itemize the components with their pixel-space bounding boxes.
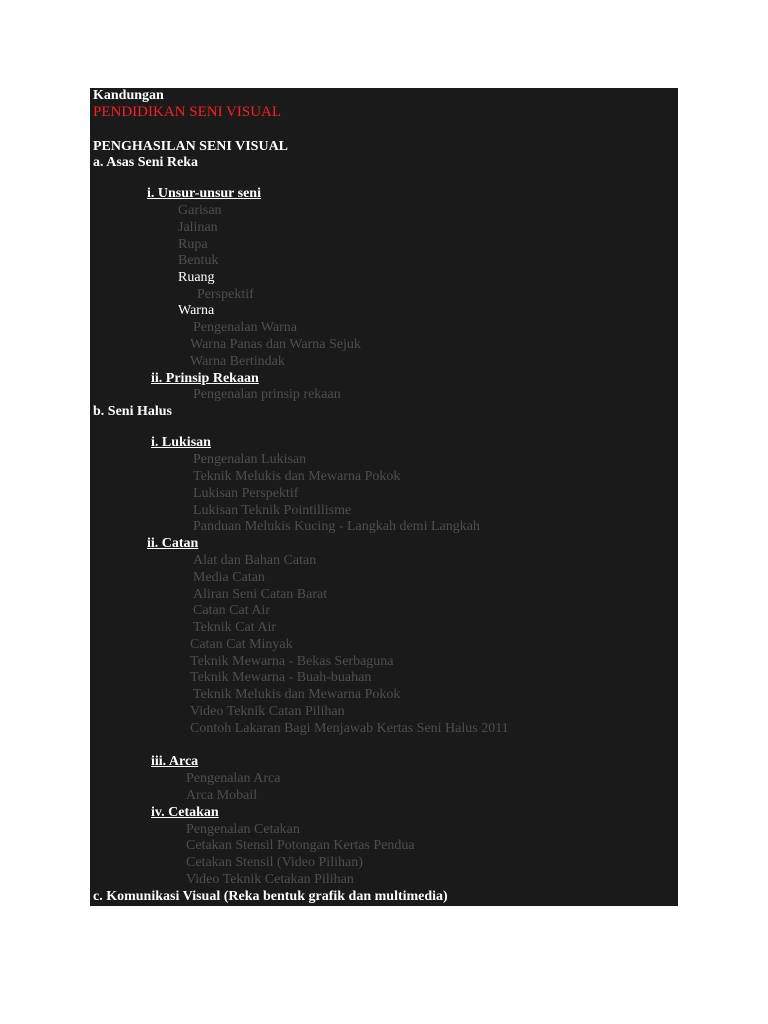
link-panduan-melukis-kucing[interactable]: Panduan Melukis Kucing - Langkah demi Langkah [193,519,480,534]
link-media-catan[interactable]: Media Catan [193,570,265,585]
link-catan-cat-air[interactable]: Catan Cat Air [193,603,270,618]
link-cetakan[interactable]: iv. Cetakan [151,805,219,820]
section-a-label: a. Asas Seni Reka [93,155,199,170]
link-lukisan-perspektif[interactable]: Lukisan Perspektif [193,486,299,501]
page-title: Kandungan [93,88,164,103]
link-rupa[interactable]: Rupa [178,237,208,252]
section-b-label: b. Seni Halus [93,404,172,419]
link-bentuk[interactable]: Bentuk [178,253,219,268]
link-cetakan-stensil-kertas[interactable]: Cetakan Stensil Potongan Kertas Pendua [186,838,415,853]
link-aliran-seni-catan-barat[interactable]: Aliran Seni Catan Barat [193,587,328,602]
link-video-teknik-cetakan[interactable]: Video Teknik Cetakan Pilihan [186,872,354,887]
link-cetakan-stensil-video[interactable]: Cetakan Stensil (Video Pilihan) [186,855,363,870]
link-teknik-cat-air[interactable]: Teknik Cat Air [193,620,277,635]
section-heading: PENGHASILAN SENI VISUAL [93,139,289,154]
link-jalinan[interactable]: Jalinan [178,220,218,235]
link-lukisan-pointillisme[interactable]: Lukisan Teknik Pointillisme [193,503,352,518]
link-lukisan[interactable]: i. Lukisan [151,435,211,450]
link-pengenalan-lukisan[interactable]: Pengenalan Lukisan [193,452,307,467]
link-garisan[interactable]: Garisan [178,203,222,218]
link-video-teknik-catan[interactable]: Video Teknik Catan Pilihan [190,704,345,719]
link-pengenalan-warna[interactable]: Pengenalan Warna [193,320,297,335]
link-warna-panas-sejuk[interactable]: Warna Panas dan Warna Sejuk [190,337,361,352]
label-ruang: Ruang [178,270,215,285]
link-teknik-mewarna-buah[interactable]: Teknik Mewarna - Buah-buahan [190,670,372,685]
section-c-label: c. Komunikasi Visual (Reka bentuk grafik dan multimedia) [93,889,448,904]
page-subtitle: PENDIDIKAN SENI VISUAL [93,104,282,120]
link-contoh-lakaran[interactable]: Contoh Lakaran Bagi Menjawab Kertas Seni Halus 2011 [190,721,509,736]
link-warna-bertindak[interactable]: Warna Bertindak [190,354,285,369]
link-arca-mobail[interactable]: Arca Mobail [186,788,258,803]
link-pengenalan-cetakan[interactable]: Pengenalan Cetakan [186,822,300,837]
link-arca[interactable]: iii. Arca [151,754,199,769]
link-teknik-mewarna-bekas[interactable]: Teknik Mewarna - Bekas Serbaguna [190,654,394,669]
link-perspektif[interactable]: Perspektif [197,287,254,302]
link-pengenalan-arca[interactable]: Pengenalan Arca [186,771,281,786]
link-teknik-melukis-pokok[interactable]: Teknik Melukis dan Mewarna Pokok [193,469,401,484]
link-prinsip-rekaan[interactable]: ii. Prinsip Rekaan [151,371,259,386]
link-unsur-unsur-seni[interactable]: i. Unsur-unsur seni [147,186,261,201]
link-pengenalan-prinsip-rekaan[interactable]: Pengenalan prinsip rekaan [193,387,341,402]
label-warna: Warna [178,303,215,318]
link-catan-cat-minyak[interactable]: Catan Cat Minyak [190,637,293,652]
link-catan[interactable]: ii. Catan [147,536,199,551]
link-alat-bahan-catan[interactable]: Alat dan Bahan Catan [193,553,317,568]
link-teknik-melukis-pokok-2[interactable]: Teknik Melukis dan Mewarna Pokok [193,687,401,702]
